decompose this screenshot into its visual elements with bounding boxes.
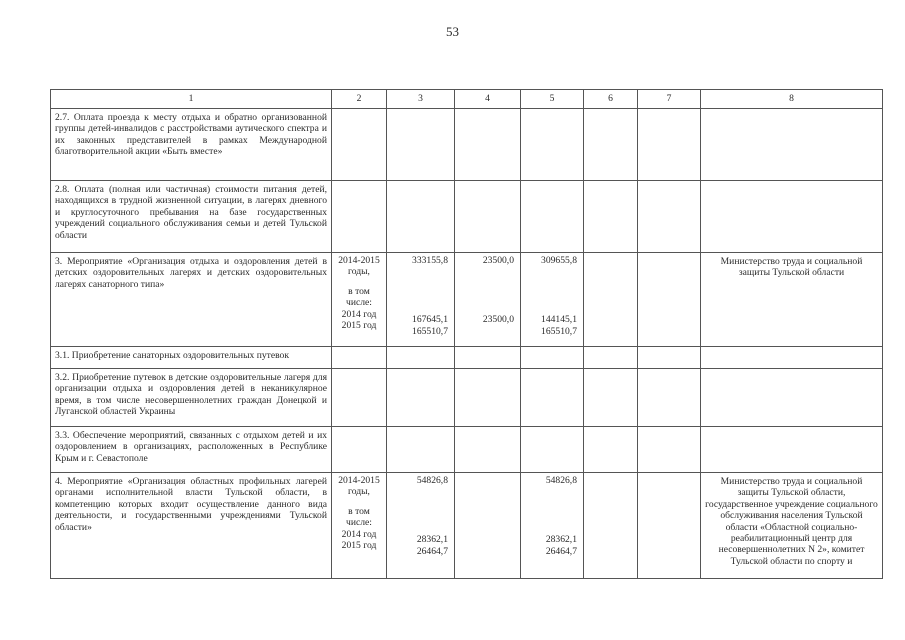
year-label: 2014 год xyxy=(341,308,377,320)
column-number: 1 xyxy=(51,90,332,109)
column-number: 8 xyxy=(701,90,883,109)
amount-year: 144145,1 xyxy=(541,314,577,326)
amount-cell xyxy=(387,473,455,579)
year-label: 2014 год xyxy=(341,528,377,540)
measure-description: 2.8. Оплата (полная или частичная) стоимости питания детей, находящихся в трудной жизненной ситуации, в лагерях дневного и круглосуточного пребывания на базе государственных учреждений социального обслуживания семьи и детей Тульской области xyxy=(51,181,332,253)
amount-total: 309655,8 xyxy=(541,255,577,266)
amount-total: 54826,8 xyxy=(416,475,448,486)
executor-cell: Министерство труда и социальной защиты Тульской области xyxy=(701,253,883,347)
table-row xyxy=(51,347,883,369)
table-row xyxy=(51,181,883,253)
including-label: числе: xyxy=(346,297,372,309)
column-number: 4 xyxy=(455,90,521,109)
amount-cell xyxy=(455,253,521,347)
measure-description: 3. Мероприятие «Организация отдыха и оздоровления детей в детских оздоровительных лагерях и детских оздоровительных лагерях санаторного типа» xyxy=(51,253,332,347)
amount-year: 165510,7 xyxy=(412,325,448,337)
amount-year: 165510,7 xyxy=(541,325,577,337)
column-number: 6 xyxy=(584,90,638,109)
amount-cell xyxy=(521,473,584,579)
including-label: числе: xyxy=(346,517,372,529)
measure-description: 4. Мероприятие «Организация областных профильных лагерей органами исполнительной власти Тульской области, в компетенцию которых входит осуществление данного вида деятельности, и государственными учреждениями Тульской области» xyxy=(51,473,332,579)
period-cell xyxy=(332,473,387,579)
year-label: 2015 год xyxy=(341,320,377,332)
including-label: в том xyxy=(348,505,370,517)
amount-year: 28362,1 xyxy=(545,534,577,546)
column-number: 3 xyxy=(387,90,455,109)
including-label: в том xyxy=(348,285,370,297)
table-row xyxy=(51,473,883,579)
program-measures-table xyxy=(50,89,883,579)
executor-cell: Министерство труда и социальной защиты Тульской области, государственное учреждение социального обслуживания населения Тульской области «Областной социально-реабилитационный центр для несовершеннолетних N 2», комитет Тульской области по спорту и xyxy=(701,473,883,579)
amount-cell xyxy=(387,253,455,347)
table-row xyxy=(51,109,883,181)
amount-total: 333155,8 xyxy=(412,255,448,266)
period-cell xyxy=(332,253,387,347)
column-number: 7 xyxy=(638,90,701,109)
amount-year: 26464,7 xyxy=(416,545,448,557)
period: 2014-2015 xyxy=(338,255,380,266)
amount-cell xyxy=(521,253,584,347)
year-label: 2015 год xyxy=(341,540,377,552)
amount-total: 54826,8 xyxy=(545,475,577,486)
amount-year: 23500,0 xyxy=(482,314,514,326)
amount-year: 167645,1 xyxy=(412,314,448,326)
page-number: 53 xyxy=(446,24,459,39)
period: 2014-2015 xyxy=(338,475,380,486)
column-number: 2 xyxy=(332,90,387,109)
measure-description: 3.1. Приобретение санаторных оздоровительных путевок xyxy=(51,347,332,369)
amount-year: 28362,1 xyxy=(416,534,448,546)
table-row xyxy=(51,253,883,347)
column-numbers-row xyxy=(51,90,883,109)
measure-description: 2.7. Оплата проезда к месту отдыха и обратно организованной группы детей-инвалидов с расстройствами аутического спектра и их законных представителей в рамках Международной благотворительной акции «Быть вместе» xyxy=(51,109,332,181)
period-suffix: годы, xyxy=(348,486,370,498)
column-number: 5 xyxy=(521,90,584,109)
table-row xyxy=(51,427,883,473)
table-row xyxy=(51,369,883,427)
period-suffix: годы, xyxy=(348,266,370,278)
amount-year: 26464,7 xyxy=(545,545,577,557)
amount-total: 23500,0 xyxy=(482,255,514,266)
measure-description: 3.2. Приобретение путевок в детские оздоровительные лагеря для организации отдыха и оздоровления детей в неканикулярное время, в том числе несовершеннолетних граждан Донецкой и Луганской областей Украины xyxy=(51,369,332,427)
measure-description: 3.3. Обеспечение мероприятий, связанных с отдыхом детей и их оздоровлением в организациях, расположенных в Республике Крым и г. Севастополе xyxy=(51,427,332,473)
